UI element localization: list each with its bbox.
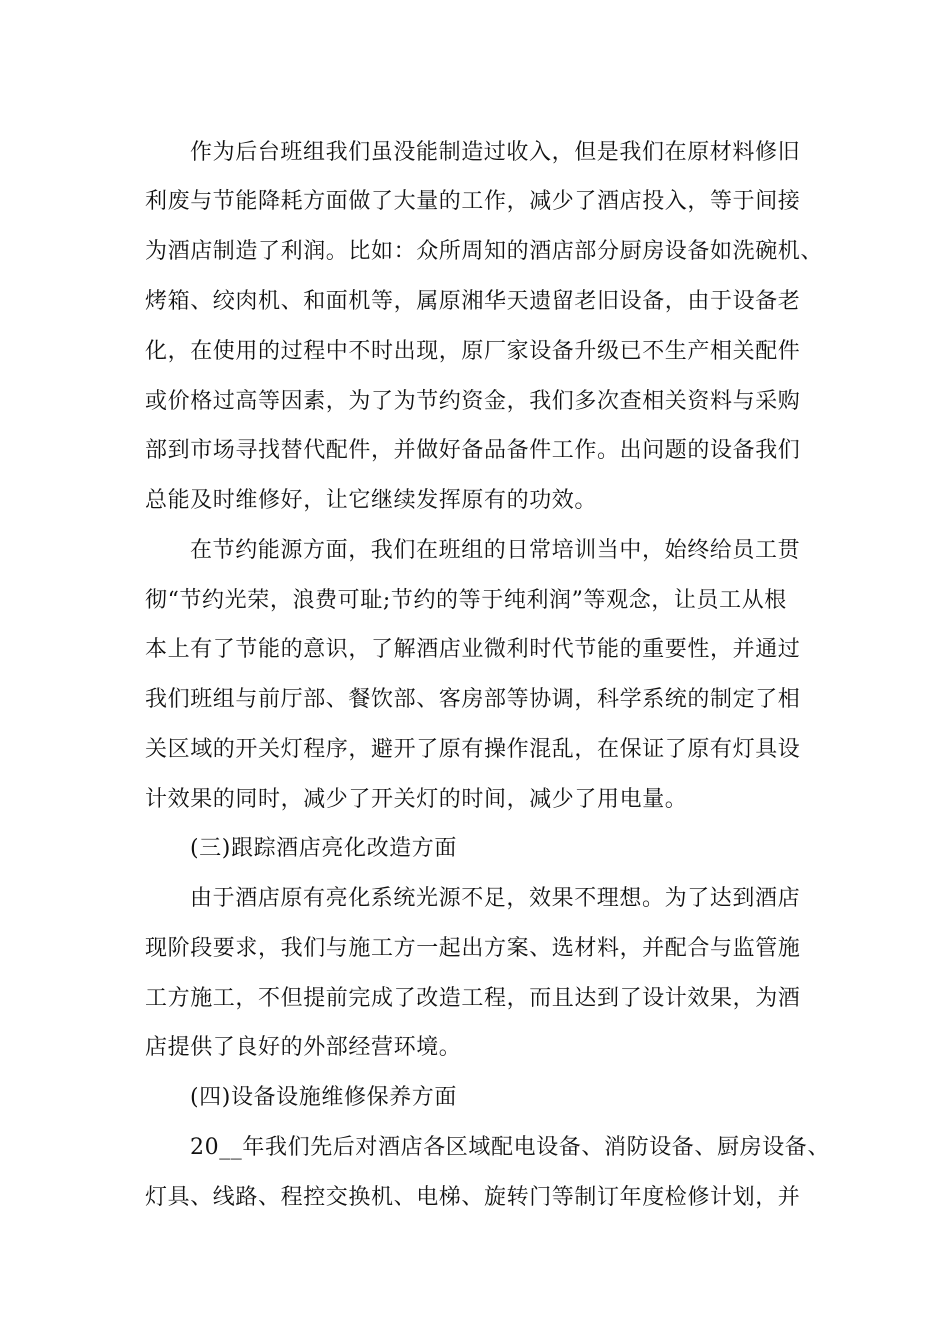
- paragraph-1-line-4: 烤箱、绞肉机、和面机等，属原湘华天遗留老旧设备，由于设备老: [145, 289, 801, 314]
- paragraph-2-line-3: 本上有了节能的意识，了解酒店业微利时代节能的重要性，并通过: [145, 637, 801, 662]
- paragraph-1-line-6: 或价格过高等因素，为了为节约资金，我们多次查相关资料与采购: [145, 389, 801, 414]
- paragraph-4-line-1: 20__年我们先后对酒店各区域配电设备、消防设备、厨房设备、: [190, 1135, 830, 1160]
- paragraph-1-line-8: 总能及时维修好，让它继续发挥原有的功效。: [145, 488, 598, 513]
- paragraph-2-line-5: 关区域的开关灯程序，避开了原有操作混乱，在保证了原有灯具设: [145, 737, 801, 762]
- paragraph-1-line-3: 为酒店制造了利润。比如：众所周知的酒店部分厨房设备如洗碗机、: [145, 239, 824, 264]
- paragraph-2-line-4: 我们班组与前厅部、餐饮部、客房部等协调，科学系统的制定了相: [145, 687, 801, 712]
- paragraph-1-line-7: 部到市场寻找替代配件，并做好备品备件工作。出问题的设备我们: [145, 438, 801, 463]
- paragraph-3-line-3: 工方施工，不但提前完成了改造工程，而且达到了设计效果，为酒: [145, 986, 801, 1011]
- section-heading-4: (四)设备设施维修保养方面: [190, 1085, 457, 1110]
- paragraph-2-line-1: 在节约能源方面，我们在班组的日常培训当中，始终给员工贯: [190, 538, 801, 563]
- paragraph-1-line-1: 作为后台班组我们虽没能制造过收入，但是我们在原材料修旧: [190, 140, 801, 165]
- paragraph-1-line-5: 化，在使用的过程中不时出现，原厂家设备升级已不生产相关配件: [145, 339, 801, 364]
- paragraph-4-line-2: 灯具、线路、程控交换机、电梯、旋转门等制订年度检修计划，并: [145, 1185, 801, 1210]
- paragraph-3-line-4: 店提供了良好的外部经营环境。: [145, 1035, 462, 1060]
- section-heading-3: (三)跟踪酒店亮化改造方面: [190, 836, 457, 861]
- paragraph-3-line-2: 现阶段要求，我们与施工方一起出方案、选材料，并配合与监管施: [145, 936, 801, 961]
- paragraph-3-line-1: 由于酒店原有亮化系统光源不足，效果不理想。为了达到酒店: [190, 886, 801, 911]
- paragraph-1-line-2: 利废与节能降耗方面做了大量的工作，减少了酒店投入，等于间接: [145, 189, 801, 214]
- paragraph-2-line-6: 计效果的同时，减少了开关灯的时间，减少了用电量。: [145, 787, 688, 812]
- paragraph-2-line-2: 彻“节约光荣，浪费可耻;节约的等于纯利润”等观念，让员工从根: [145, 588, 787, 613]
